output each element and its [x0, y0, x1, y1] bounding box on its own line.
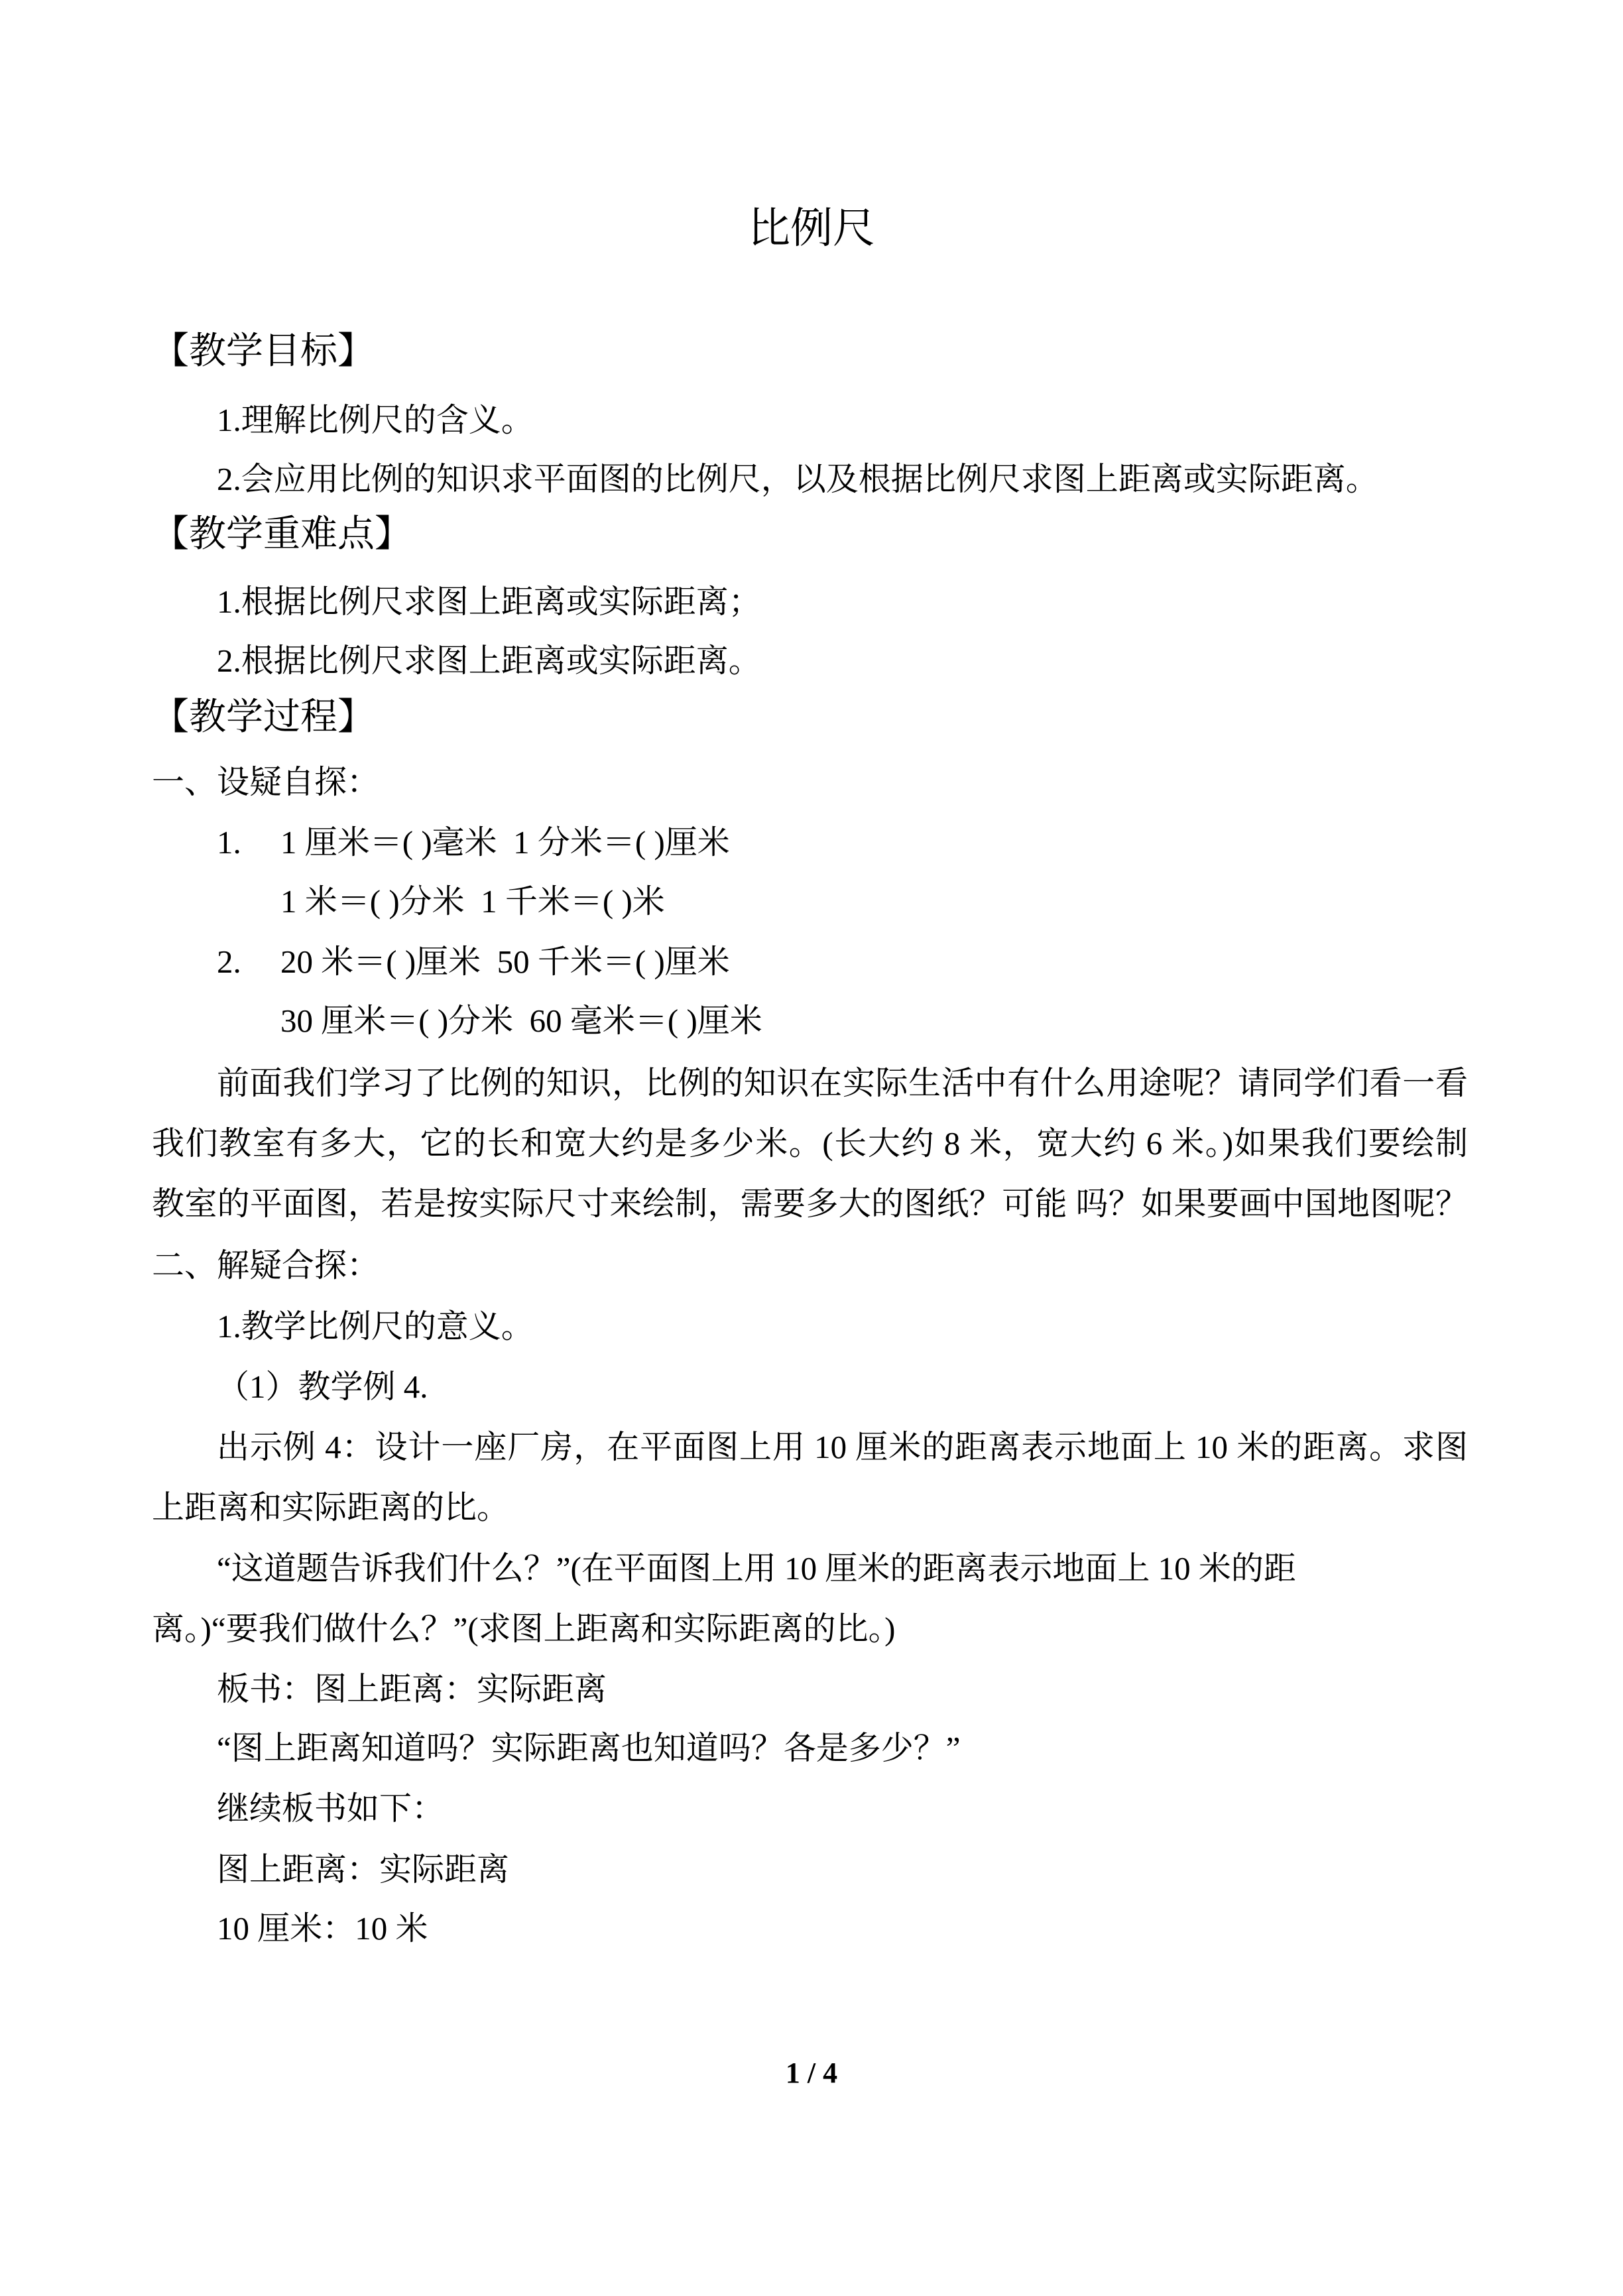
exercise-line: 20 米＝( )厘米 50 千米＝( )厘米 [280, 943, 730, 980]
exercise-line: 1 米＝( )分米 1 千米＝( )米 [280, 883, 665, 920]
objective-item: 1.理解比例尺的含义。 [217, 402, 534, 438]
content-line: 图上距离：实际距离 [217, 1851, 510, 1888]
page-number: 1 / 4 [785, 2057, 838, 2089]
paragraph-line: 教室的平面图，若是按实际尺寸来绘制，需要多大的图纸？可能 吗？如果要画中国地图呢？ [152, 1185, 1468, 1222]
paragraph-line: 前面我们学习了比例的知识，比例的知识在实际生活中有什么用途呢？请同学们看一看 [217, 1065, 1468, 1101]
content-line: 上距离和实际距离的比。 [152, 1489, 510, 1526]
part-one-heading: 一、设疑自探： [152, 764, 380, 800]
objectives-heading: 【教学目标】 [152, 331, 375, 372]
exercise-number: 1. [217, 824, 241, 861]
process-heading: 【教学过程】 [152, 697, 375, 738]
content-line: （1）教学例 4. [217, 1368, 428, 1405]
content-line: 10 厘米：10 米 [217, 1910, 428, 1947]
objective-item: 2.会应用比例的知识求平面图的比例尺，以及根据比例尺求图上距离或实际距离。 [217, 461, 1378, 497]
key-point-item: 2.根据比例尺求图上距离或实际距离。 [217, 642, 761, 679]
content-line: “图上距离知道吗？实际距离也知道吗？各是多少？” [217, 1730, 961, 1766]
key-points-heading: 【教学重难点】 [152, 514, 412, 555]
paragraph-line: 我们教室有多大，它的长和宽大约是多少米。(长大约 8 米，宽大约 6 米。)如果我们要绘制 [152, 1125, 1468, 1162]
exercise-line: 1 厘米＝( )毫米 1 分米＝( )厘米 [280, 824, 730, 861]
exercise-number: 2. [217, 943, 241, 980]
content-line: 1.教学比例尺的意义。 [217, 1308, 534, 1345]
content-line: 板书：图上距离：实际距离 [217, 1671, 607, 1707]
document-title: 比例尺 [748, 205, 875, 252]
content-line: 出示例 4：设计一座厂房，在平面图上用 10 厘米的距离表示地面上 10 米的距离。求图 [217, 1429, 1468, 1465]
exercise-line: 30 厘米＝( )分米 60 毫米＝( )厘米 [280, 1002, 762, 1039]
content-line: 离。)“要我们做什么？”(求图上距离和实际距离的比。) [152, 1610, 896, 1647]
content-line: “这道题告诉我们什么？”(在平面图上用 10 厘米的距离表示地面上 10 米的距 [217, 1550, 1296, 1587]
part-two-heading: 二、解疑合探： [152, 1247, 380, 1284]
content-line: 继续板书如下： [217, 1790, 445, 1827]
key-point-item: 1.根据比例尺求图上距离或实际距离； [217, 583, 761, 620]
